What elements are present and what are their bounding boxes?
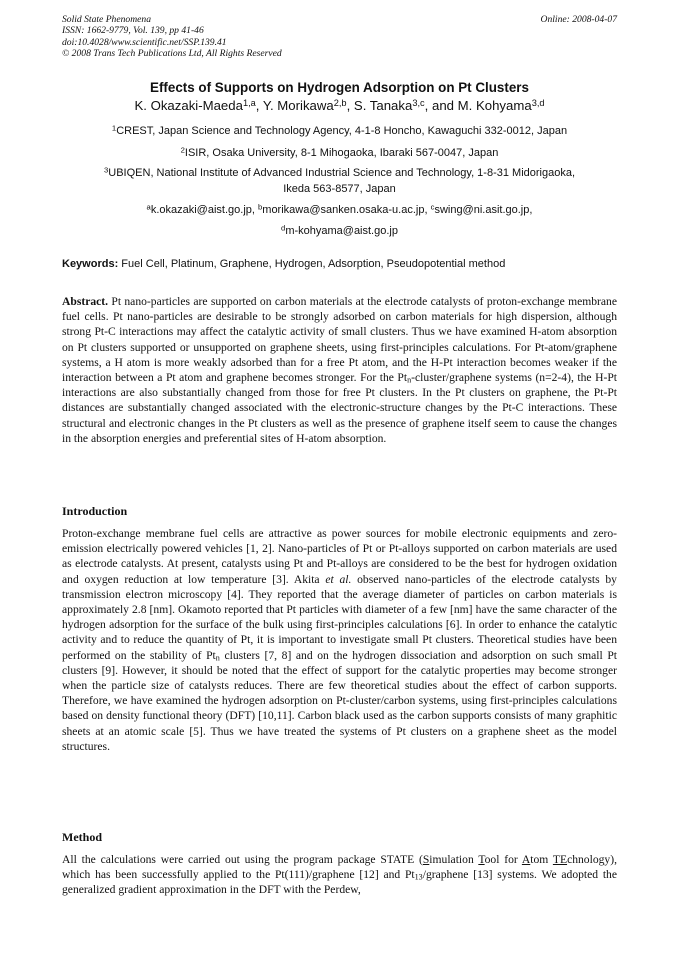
copyright-line: © 2008 Trans Tech Publications Ltd, All Rights Reserved — [62, 48, 282, 60]
affiliation-sup: 2 — [180, 145, 185, 155]
author-name: K. Okazaki-Maeda — [134, 98, 243, 113]
intro-text-1: Proton-exchange membrane fuel cells are attractive as power sources for mobile electronic equipments and zero-emission electrically powered vehicles [1, 2]. Nano-particles of Pt or Pt-alloys supported on carbon materials are used as electrode catalysts. At present, catalysts using Pt and Pt-alloys are considered to be the best for hydrogen oxidation and oxygen reduction at low temperature [3]. Akita — [62, 527, 617, 586]
journal-name: Solid State Phenomena — [62, 14, 151, 25]
author-sep: , — [255, 98, 263, 113]
author-name: Y. Morikawa — [262, 98, 334, 113]
abstract-label: Abstract. — [62, 295, 109, 308]
email-a[interactable]: k.okazaki@aist.go.jp, — [150, 204, 258, 216]
acronym-rest: chnology), which has been successfully applied to the Pt(111)/graphene [12] and Pt — [62, 853, 617, 882]
affiliation-sup: 3 — [103, 165, 109, 175]
author-list — [62, 98, 617, 113]
affiliation-sup: 1 — [111, 123, 117, 133]
email-sup: d — [281, 223, 286, 233]
author-sup: 1,a — [242, 97, 256, 108]
doi-line: doi:10.4028/www.scientific.net/SSP.139.41 — [62, 36, 227, 48]
affiliation-2 — [62, 145, 617, 161]
method-text — [62, 852, 617, 898]
email-c[interactable]: swing@ni.asit.go.jp, — [434, 204, 533, 216]
et-al: et al. — [325, 572, 352, 586]
keywords-text: Fuel Cell, Platinum, Graphene, Hydrogen, Adsorption, Pseudopotential method — [118, 258, 506, 270]
intro-text-2: observed nano-particles of the electrode catalysts by transmission electron microscopy [4]. They reported that the average diameter of particles on carbon materials is approximately 2.8 [nm]. Okamoto reported that Pt particles with diameter of a few [nm] have the same character of the hydrogen adsorption for the surface of the bulk using first-principles calculations [6]. In order to enhance the catalytic activity and to reduce the quantity of Pt, it is important to investigate small Pt clusters. Theoretical studies have been performed on the stability of Pt — [62, 572, 617, 662]
email-b[interactable]: morikawa@sanken.osaka-u.ac.jp, — [262, 204, 431, 216]
keywords-label: Keywords: — [62, 258, 119, 270]
keywords — [62, 258, 617, 270]
online-date: Online: 2008-04-07 — [540, 14, 617, 25]
paper-title: Effects of Supports on Hydrogen Adsorption on Pt Clusters — [150, 80, 529, 95]
introduction-heading: Introduction — [62, 504, 128, 518]
acronym-letter: A — [521, 853, 531, 866]
affiliation-3 — [62, 165, 617, 197]
abstract-text-cont: -cluster/graphene systems (n=2-4), the H-Pt interactions are also substantially changed from those for free Pt clusters. In the Pt clusters on graphene, the Pt-Pt distances are substantially changed associated with the electronic-structure changes by the Pt-C interactions. These structural and electronic changes in the Pt clusters as well as the presence of graphene itself seem to cause the changes in the absorption energies and preferential sites of H-atom absorption. — [62, 371, 617, 445]
acronym-letter: TE — [552, 853, 568, 866]
acronym-rest: tom — [530, 853, 553, 866]
acronym-letter: T — [478, 853, 485, 866]
affiliation-text: ISIR, Osaka University, 8-1 Mihogaoka, Ibaraki 567-0047, Japan — [184, 147, 499, 159]
issn-line: ISSN: 1662-9779, Vol. 139, pp 41-46 — [62, 25, 204, 37]
author-sup: 3,d — [531, 97, 545, 108]
abstract-text: Pt nano-particles are supported on carbon materials at the electrode catalysts of proton-exchange membrane fuel cells. Pt nano-particles are desirable to be strongly adsorbed on carbon materials for high dispersion, although strong Pt-C interactions may affect the catalytic activity of small clusters. Thus we have examined H-atom absorption on Pt clusters supported or unsupported on graphene sheets, using first-principles calculations. For Pt-atom/graphene systems, a H atom is more weakly adsorbed than for a free Pt atom, and the H-Pt interaction becomes weaker if the interaction between a Pt atom and graphene becomes stronger. For the Pt — [62, 295, 617, 385]
author-name: M. Kohyama — [457, 98, 532, 113]
journal-header — [62, 14, 617, 60]
subscript-n: n — [407, 375, 412, 385]
email-line-2 — [62, 223, 617, 239]
author-sup: 3,c — [412, 97, 425, 108]
affiliation-text: CREST, Japan Science and Technology Agency, 4-1-8 Honcho, Kawaguchi 332-0012, Japan — [116, 125, 568, 137]
subscript-n: n — [215, 653, 220, 663]
email-sup: b — [258, 202, 263, 212]
email-sup: a — [146, 202, 151, 212]
acronym-letter: S — [422, 853, 430, 866]
method-text-1: All the calculations were carried out using the program package STATE ( — [62, 853, 423, 866]
acronym-rest: imulation — [429, 853, 479, 866]
affiliation-text: UBIQEN, National Institute of Advanced Industrial Science and Technology, 1-8-31 Midorigaoka, — [108, 167, 576, 179]
abstract — [62, 294, 617, 446]
method-text-2: /graphene [13] systems. We adopted the generalized gradient approximation in the DFT with the Perdew, — [62, 868, 617, 897]
author-sup: 2,b — [333, 97, 347, 108]
email-d[interactable]: m-kohyama@aist.go.jp — [285, 225, 398, 237]
subscript-13: 13 — [414, 872, 423, 882]
affiliation-text-cont: Ikeda 563-8577, Japan — [283, 183, 396, 195]
author-sep: , and — [424, 98, 458, 113]
intro-text-3: clusters [7, 8] and on the hydrogen dissociation and adsorption on such small Pt clusters [9]. However, it should be noted that the effect of support for the catalytic properties may become stronger when the particle size of catalysts reduces. There are few theoretical studies about the effect of carbon supports. Therefore, we have examined the hydrogen adsorption on Pt-cluster/carbon systems, using first-principles calculations based on density functional theory (DFT) [10,11]. Carbon black used as the carbon supports consists of many graphitic sheets at an atomic scale [5]. Thus we have treated the systems of Pt clusters on a graphene sheet as the model structures. — [62, 648, 617, 753]
method-heading: Method — [62, 830, 102, 844]
acronym-rest: ool for — [484, 853, 522, 866]
email-sup: c — [430, 202, 435, 212]
introduction-text — [62, 526, 617, 754]
affiliation-1 — [62, 123, 617, 139]
email-line-1 — [62, 202, 617, 218]
author-name: S. Tanaka — [353, 98, 413, 113]
author-sep: , — [346, 98, 354, 113]
